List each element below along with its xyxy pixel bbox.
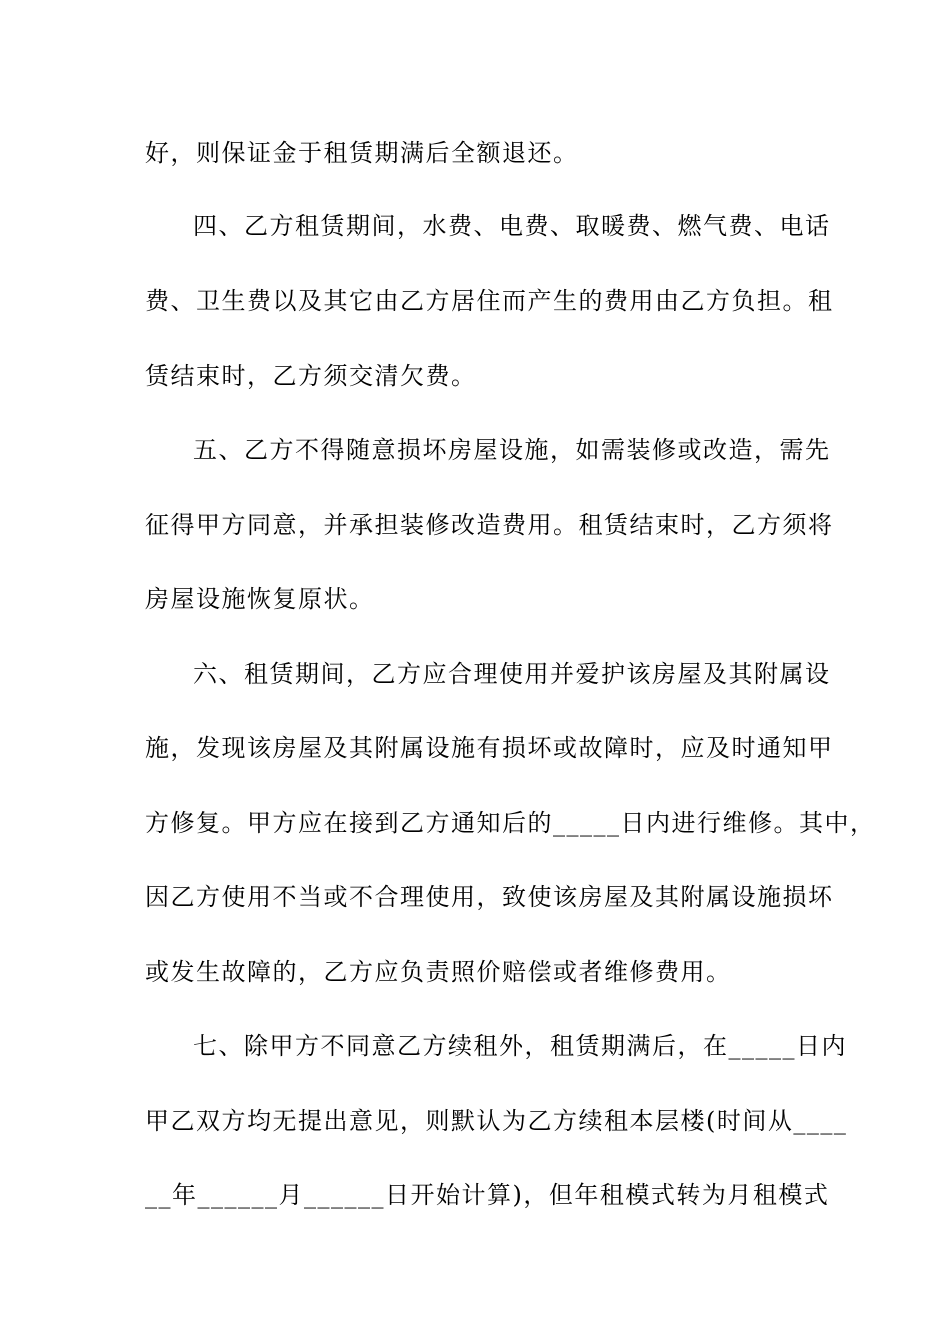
- paragraph-line: __年______月______日开始计算)，但年租模式转为月租模式: [145, 1181, 830, 1209]
- paragraph-line: 征得甲方同意，并承担装修改造费用。租赁结束时，乙方须将: [145, 511, 834, 539]
- paragraph-line: 四、乙方租赁期间，水费、电费、取暖费、燃气费、电话: [193, 212, 831, 240]
- paragraph-line: 施，发现该房屋及其附属设施有损坏或故障时，应及时通知甲: [145, 734, 834, 762]
- paragraph-line: 方修复。甲方应在接到乙方通知后的_____日内进行维修。其中，: [145, 809, 876, 837]
- paragraph-line: 赁结束时，乙方须交清欠费。: [145, 362, 477, 390]
- paragraph-line: 或发生故障的，乙方应负责照价赔偿或者维修费用。: [145, 958, 732, 986]
- paragraph-line: 好，则保证金于租赁期满后全额退还。: [145, 139, 579, 167]
- paragraph-line: 费、卫生费以及其它由乙方居住而产生的费用由乙方负担。租: [145, 287, 834, 315]
- paragraph-line: 因乙方使用不当或不合理使用，致使该房屋及其附属设施损坏: [145, 883, 834, 911]
- paragraph-line: 五、乙方不得随意损坏房屋设施，如需装修或改造，需先: [193, 436, 831, 464]
- paragraph-line: 房屋设施恢复原状。: [145, 585, 375, 613]
- paragraph-line: 甲乙双方均无提出意见，则默认为乙方续租本层楼(时间从____: [145, 1107, 848, 1135]
- paragraph-line: 六、租赁期间，乙方应合理使用并爱护该房屋及其附属设: [193, 660, 831, 688]
- paragraph-line: 七、除甲方不同意乙方续租外，租赁期满后，在_____日内: [193, 1032, 847, 1060]
